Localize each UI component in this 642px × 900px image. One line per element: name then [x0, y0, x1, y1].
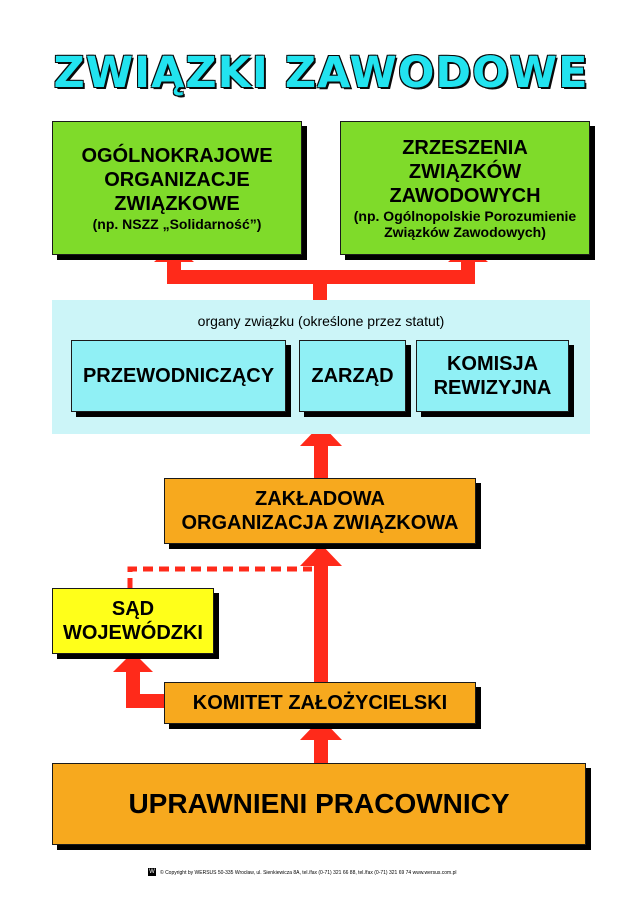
box-board — [299, 340, 406, 412]
committee-label: KOMITET ZAŁOŻYCIELSKI — [192, 692, 448, 714]
committee-to-workplace-shaft — [314, 562, 328, 682]
audit-line1: KOMISJA — [446, 353, 539, 375]
workplace-line1: ZAKŁADOWA — [255, 488, 385, 510]
audit-line2: REWIZYJNA — [433, 377, 552, 399]
workplace-line2: ORGANIZACJA ZWIĄZKOWA — [181, 512, 459, 534]
top-bar — [167, 270, 475, 284]
box-federations — [340, 121, 590, 255]
box-chairman — [71, 340, 286, 412]
publisher-logo-icon: W — [149, 869, 155, 875]
national-line1: OGÓLNOKRAJOWE — [81, 145, 273, 167]
national-line2: ORGANIZACJE — [104, 169, 250, 191]
box-regional-court — [52, 588, 214, 654]
national-line3: ZWIĄZKOWE — [114, 193, 240, 215]
committee-to-court-arrowhead — [113, 652, 153, 672]
federations-note1: (np. Ogólnopolskie Porozumienie — [353, 208, 577, 224]
page-title: ZWIĄZKI ZAWODOWE — [53, 48, 589, 98]
federations-line1: ZRZESZENIA — [402, 137, 528, 159]
box-founding-committee — [164, 682, 476, 724]
federations-line3: ZAWODOWYCH — [389, 185, 541, 207]
court-line1: SĄD — [111, 598, 155, 620]
national-note: (np. NSZZ „Solidarność”) — [92, 216, 262, 232]
workers-to-committee-shaft — [314, 736, 328, 764]
committee-to-workplace-arrowhead — [300, 544, 342, 566]
federations-line2: ZWIĄZKÓW — [408, 161, 522, 183]
box-eligible-workers — [52, 763, 586, 845]
box-audit-committee — [416, 340, 569, 412]
court-line2: WOJEWÓDZKI — [63, 622, 203, 644]
organs-label: organy związku (określone przez statut) — [197, 313, 445, 329]
box-national-organizations — [52, 121, 302, 255]
box-workplace-organization — [164, 478, 476, 544]
board-label: ZARZĄD — [311, 365, 394, 387]
workers-label: UPRAWNIENI PRACOWNICY — [128, 788, 510, 819]
court-to-workplace-dashed — [130, 569, 312, 588]
federations-note2: Związków Zawodowych) — [384, 224, 546, 240]
footer-copyright: © Copyright by WERSUS 50-335 Wrocław, ul. Sienkiewicza 8A, tel./fax (0-71) 321 66 88, tel./fax (0-71) 321 69 74 www.wersus.com.pl — [160, 870, 457, 876]
chairman-label: PRZEWODNICZĄCY — [82, 365, 275, 387]
